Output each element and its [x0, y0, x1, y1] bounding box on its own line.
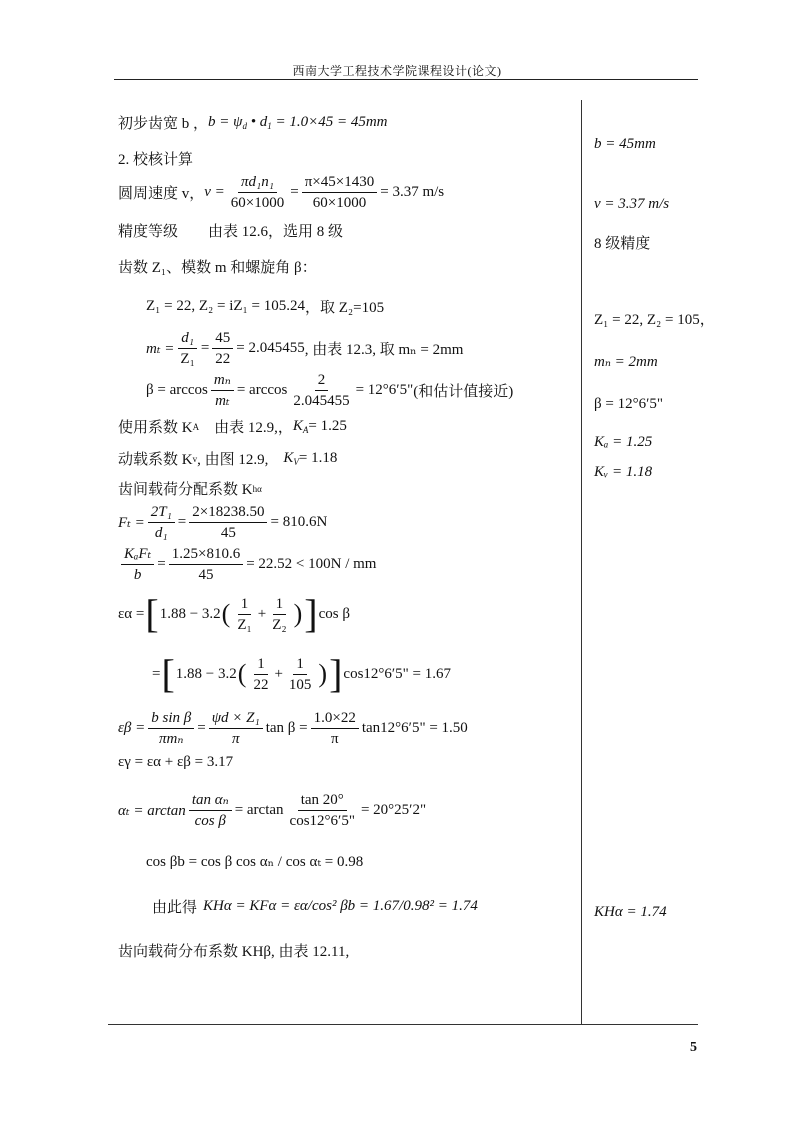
- result-accuracy: 8 级精度: [594, 236, 651, 252]
- check-calc-heading: 2. 校核计算: [118, 152, 194, 168]
- fraction: $\frac{\pi\times 45\times 1430}{60\times 1000}$: [302, 174, 378, 211]
- fraction: $\frac{1}{105}$: [288, 655, 312, 693]
- fraction: $\frac{\text{b sin β}}{\text{πmₙ}}$: [148, 710, 194, 747]
- dynamic-factor-line: 动载系数 K v , 由图 12.9, $K_V$ = 1.18: [118, 450, 338, 468]
- footer-rule: [108, 1024, 698, 1025]
- fraction: $\frac{45}{22}$: [212, 330, 233, 367]
- fraction: $\frac{\text{d₁}}{\text{Z₁}}$: [177, 330, 197, 367]
- transverse-contact-ratio-line: εα = [ 1.88 − 3.2 ( $\frac{1}{\text{Z₁}}$ + $\frac{1}{\text{Z₂}}$ ) ] cos β: [118, 591, 351, 636]
- fraction: $\frac{\tan 20^\circ}{\cos 12^\circ 6'5"}$: [289, 792, 355, 829]
- base-helix-angle-line: cos βb = cos β cos αₙ / cos αₜ = 0.98: [146, 854, 364, 870]
- transverse-load-factor-line: 齿间载荷分配系数 K hα: [118, 482, 262, 498]
- header-rule: [114, 79, 698, 80]
- result-module: mₙ = 2mm: [594, 354, 658, 370]
- fraction: $\frac{1}{\text{Z₁}}$: [237, 595, 252, 633]
- fraction: $\frac{1.0\times 22}{\pi}$: [311, 710, 359, 747]
- result-kv: Kᵥ = 1.18: [594, 464, 653, 480]
- fraction: $\frac{1}{\text{Z₂}}$: [272, 595, 287, 633]
- column-divider: [581, 100, 582, 1024]
- tangential-force-line: Fₜ = $\frac{\text{2T₁}}{\text{d₁}}$ = $\frac{2\times 18238.50}{45}$ = 810.6N: [118, 504, 328, 541]
- fraction: $\frac{\text{KₐFₜ}}{b}$: [121, 546, 154, 583]
- helix-angle-line: β = arccos $\frac{\text{mₙ}}{\text{mₜ}}$ = arccos $\frac{2}{2.045455}$ = 12°6′5" (和估计值接近): [146, 372, 514, 409]
- equation: $b = \psi_d$ • $d_1 = 1.0\times 45 = 45mm$: [208, 114, 388, 131]
- overlap-ratio-line: εβ = $\frac{\text{b sin β}}{\text{πmₙ}}$ = $\frac{\text{ψd × Z₁}}{\pi}$ tan β = $\frac{1.0\times 22}{\pi}$ tan12°6′5" = 1.50: [118, 710, 468, 747]
- line-label: 初步齿宽 b ，: [118, 116, 209, 132]
- fraction: $\frac{\text{mₙ}}{\text{mₜ}}$: [211, 372, 234, 409]
- application-factor-line: 使用系数 K A 由表 12.9,， $K_A$ = 1.25: [118, 418, 347, 436]
- header-title: 西南大学工程技术学院课程设计(论文): [292, 64, 502, 78]
- fraction: $\frac{1}{22}$: [253, 655, 269, 693]
- result-speed: v = 3.37 m/s: [594, 196, 670, 212]
- fraction: $\frac{2}{2.045455}$: [293, 372, 350, 409]
- fraction: $\frac{2\times 18238.50}{45}$: [189, 504, 267, 541]
- module-line: mₜ = $\frac{\text{d₁}}{\text{Z₁}}$ = $\frac{45}{22}$ = 2.045455 , 由表 12.3, 取 mₙ = 2mm: [146, 330, 464, 367]
- page-number: 5: [690, 1040, 697, 1055]
- load-factor-result-line: 由此得 KHα = KFα = εα/cos² βb = 1.67/0.98² = 1.74: [152, 898, 478, 916]
- initial-face-width-line: [118, 112, 388, 133]
- transverse-contact-ratio-value-line: = [ 1.88 − 3.2 ( $\frac{1}{22}$ + $\frac{1}{105}$ ) ] cos12°6′5" = 1.67: [152, 651, 452, 696]
- result-teeth: Z₁ = 22, Z₂ = 105，: [594, 312, 715, 328]
- result-face-width: b = 45mm: [594, 136, 656, 152]
- result-helix-angle: β = 12°6′5": [594, 396, 663, 412]
- total-contact-ratio-line: εγ = εα + εβ = 3.17: [118, 754, 234, 770]
- unit-load-line: $\frac{\text{KₐFₜ}}{b}$ = $\frac{1.25\times 810.6}{45}$ = 22.52 < 100N / mm: [118, 546, 376, 583]
- fraction: $\frac{\text{πd₁n₁}}{60\times 1000}$: [230, 174, 285, 211]
- transverse-pressure-angle-line: αₜ = arctan $\frac{\text{tan αₙ}}{\text{cos β}}$ = arctan $\frac{\tan 20^\circ}{\cos 12^\circ 6'5"}$ = 20°25′2": [118, 792, 427, 829]
- teeth-module-helix-line: 齿数 Z₁、模数 m 和螺旋角 β：: [118, 260, 317, 276]
- fraction: $\frac{1.25\times 810.6}{45}$: [169, 546, 243, 583]
- accuracy-grade-line: 精度等级 由表 12.6，选用 8 级: [118, 224, 344, 240]
- fraction: $\frac{\text{tan αₙ}}{\text{cos β}}$: [189, 792, 232, 829]
- peripheral-speed-line: 圆周速度 v， v = $\frac{\text{πd₁n₁}}{60\times 1000}$ = $\frac{\pi\times 45\times 1430}{60\times 1000}$ = 3.37 m/s: [118, 174, 445, 211]
- face-load-factor-line: 齿向载荷分布系数 KHβ, 由表 12.11,: [118, 944, 350, 960]
- fraction: $\frac{\text{ψd × Z₁}}{\pi}$: [209, 710, 263, 747]
- result-kh-alpha: KHα = 1.74: [594, 904, 667, 920]
- teeth-number-line: Z₁ = 22, Z₂ = iZ₁ = 105.24 ，取 Z₂=105: [146, 298, 385, 316]
- line-label: 圆周速度 v，: [118, 186, 205, 202]
- result-ka: Kₐ = 1.25: [594, 434, 653, 450]
- fraction: $\frac{\text{2T₁}}{\text{d₁}}$: [148, 504, 175, 541]
